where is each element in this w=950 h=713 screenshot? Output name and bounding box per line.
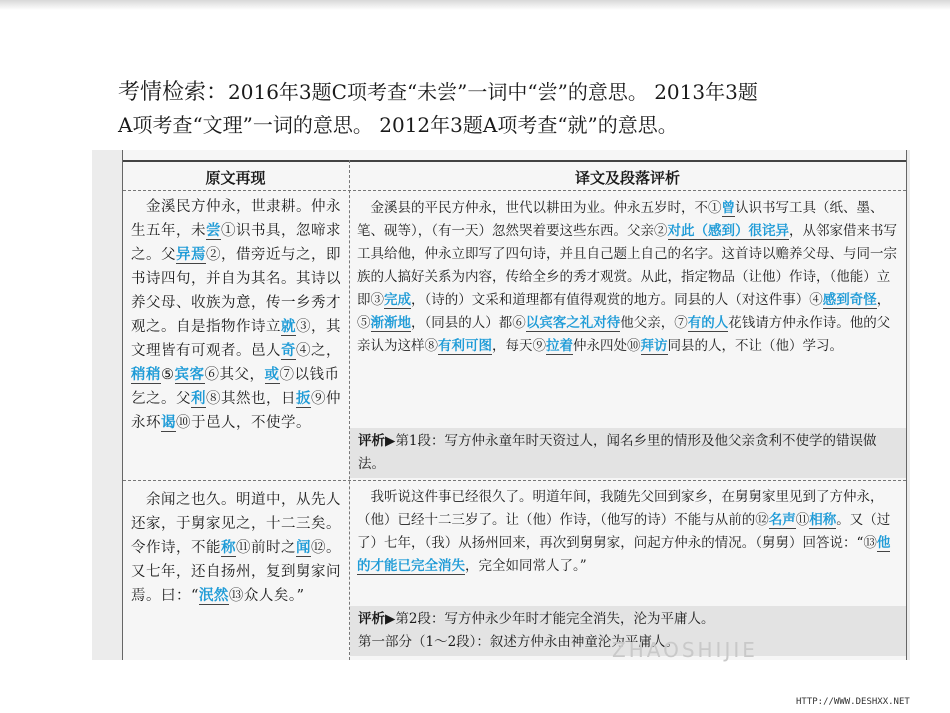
key-term: 或 <box>264 367 280 383</box>
part1-summary: 第一部分（1～2段）：叙述方仲永由神童沦为平庸人。 <box>358 634 679 650</box>
row2-review-tag: 评析▶ <box>358 611 396 627</box>
text-run: 同县的人，不让（他）学习。 <box>667 338 843 354</box>
text-run: ，（诗的）文采和道理都有值得观赏的地方。同县的人（对这件事）④ <box>411 292 823 308</box>
key-term: 谒 <box>161 415 176 431</box>
row1-review-tag: 评析▶ <box>358 433 396 449</box>
text-run: ，⑤ <box>357 292 891 331</box>
text-run: ，（同县的人）都⑥ <box>411 315 526 331</box>
key-term: 利 <box>191 391 206 407</box>
text-run: 认识书写工具（纸、墨、笔、砚等），（有一天）忽然哭着要这些东西。父亲② <box>357 200 884 239</box>
exam-note-lead: 考情检索： <box>118 80 229 105</box>
row2-review-text: 第2段：写方仲永少年时才能完全消失，沦为平庸人。 <box>395 611 715 627</box>
key-term: 异焉 <box>176 247 206 263</box>
text-run: ⑪ <box>795 512 810 528</box>
table-header <box>123 160 906 191</box>
row1-translation-text <box>357 197 899 358</box>
row-separator <box>123 480 906 481</box>
text-run: 余闻之也久。明道中，从先人还家，于舅家见之，十二三矣。令作诗，不能 <box>131 492 341 556</box>
key-term: 有的人 <box>687 315 729 331</box>
watermark-url: HTTP://WWW.DESHXX.NET <box>796 697 910 707</box>
key-term: 称 <box>221 540 236 556</box>
text-run: 他父亲，⑦ <box>620 315 688 331</box>
text-run: ⑥其父， <box>204 367 265 383</box>
watermark-logo: ZHAOSHIJIE <box>612 638 758 662</box>
header-original: 原文再现 <box>205 169 266 187</box>
row2-translation-text <box>357 486 899 578</box>
key-term: 他的才能已完全消失 <box>357 535 891 574</box>
key-term: 相称 <box>809 512 837 528</box>
text-run: ⑦以钱币乞之。父 <box>131 367 340 407</box>
exam-note-line2: A项考查“文理”一词的意思。 2012年3题A项考查“就”的意思。 <box>118 113 678 137</box>
text-run: ，每天⑨ <box>492 338 546 354</box>
key-term: 就 <box>281 319 296 335</box>
key-term: 对此（感到）很诧异 <box>667 223 789 239</box>
text-run: ⑪前时之 <box>236 540 296 556</box>
text-run: 。又（过了）七年，（我）从扬州回来，再次到舅舅家，问起方仲永的情况。（舅舅）回答说：“⑬ <box>357 512 891 551</box>
key-term: 闻 <box>296 540 311 556</box>
text-run: ⑧其然也，日 <box>206 391 296 407</box>
text-run: ，从邻家借来书写工具给他，仲永立即写了四句诗，并且自己题上自己的名字。这首诗以赡养父母、与同一宗族的人搞好关系为内容，传给全乡的秀才观赏。从此，指定物品（让他）作诗，（他能）立即③ <box>357 223 897 308</box>
row1-original-text <box>131 195 343 435</box>
exam-note-line1: 2016年3题C项考查“未尝”一词中“尝”的意思。 2013年3题 <box>228 80 758 104</box>
column-divider <box>349 160 350 660</box>
exam-note <box>118 76 908 141</box>
key-term: 以宾客之礼对待 <box>525 315 621 331</box>
row2-original-text <box>131 488 343 608</box>
text-run: ⑫。又七年，还自扬州，复到舅家问焉。曰：“ <box>131 540 341 604</box>
scanned-table-image <box>92 150 910 660</box>
text-run: ⑨仲永环 <box>131 391 341 431</box>
key-term: 有利可图 <box>438 338 492 354</box>
key-term: 稍稍 <box>131 367 161 383</box>
text-run: 金溪县的平民方仲永，世代以耕田为业。仲永五岁时，不① <box>357 200 722 216</box>
row1-review-text: 第1段：写方仲永童年时天资过人，闻名乡里的情形及他父亲贪利不使学的错误做法。 <box>358 433 877 472</box>
text-run: 金溪民方仲永，世隶耕。仲永生五年，未 <box>131 199 341 239</box>
text-run: ③，其文理皆有可观者。邑人 <box>131 319 341 359</box>
key-term: 拉着 <box>546 338 573 354</box>
key-term: 渐渐地 <box>370 315 411 331</box>
key-term: 拜访 <box>640 338 668 354</box>
text-run: ④之， <box>296 343 341 359</box>
text-run: 我听说这件事已经很久了。明道年间，我随先父回到家乡，在舅舅家里见到了方仲永，（他）已经十二三岁了。让（他）作诗，（他写的诗）不能与从前的⑫ <box>357 489 884 528</box>
comparison-table <box>122 150 907 660</box>
key-term: 感到奇怪 <box>822 292 877 308</box>
text-run: 花钱请方仲永作诗。他的父亲认为这样⑧ <box>357 315 891 354</box>
text-run: ⑤ <box>161 367 175 383</box>
text-run: ②，借旁近与之，即书诗四句，并自为其名。其诗以养父母、收族为意，传一乡秀才观之。自是指物作诗立 <box>131 247 341 335</box>
key-term: 宾客 <box>174 367 205 383</box>
text-run: ，完全如同常人了。” <box>465 558 587 574</box>
key-term: 奇 <box>281 343 296 359</box>
key-term: 名声 <box>768 512 796 528</box>
text-run: ⑬众人矣。” <box>228 588 305 604</box>
text-run: ⑩于邑人，不使学。 <box>176 415 311 431</box>
key-term: 曾 <box>721 200 735 216</box>
key-term: 泯然 <box>198 588 229 604</box>
row1-review <box>350 428 906 478</box>
key-term: 完成 <box>384 292 411 308</box>
header-translation: 译文及段落评析 <box>574 169 680 187</box>
text-run: ①识书具，忽啼求之。父 <box>131 223 341 263</box>
text-run: 仲永四处⑩ <box>573 338 641 354</box>
top-shadow <box>0 0 950 10</box>
key-term: 尝 <box>206 223 221 239</box>
key-term: 扳 <box>296 391 311 407</box>
